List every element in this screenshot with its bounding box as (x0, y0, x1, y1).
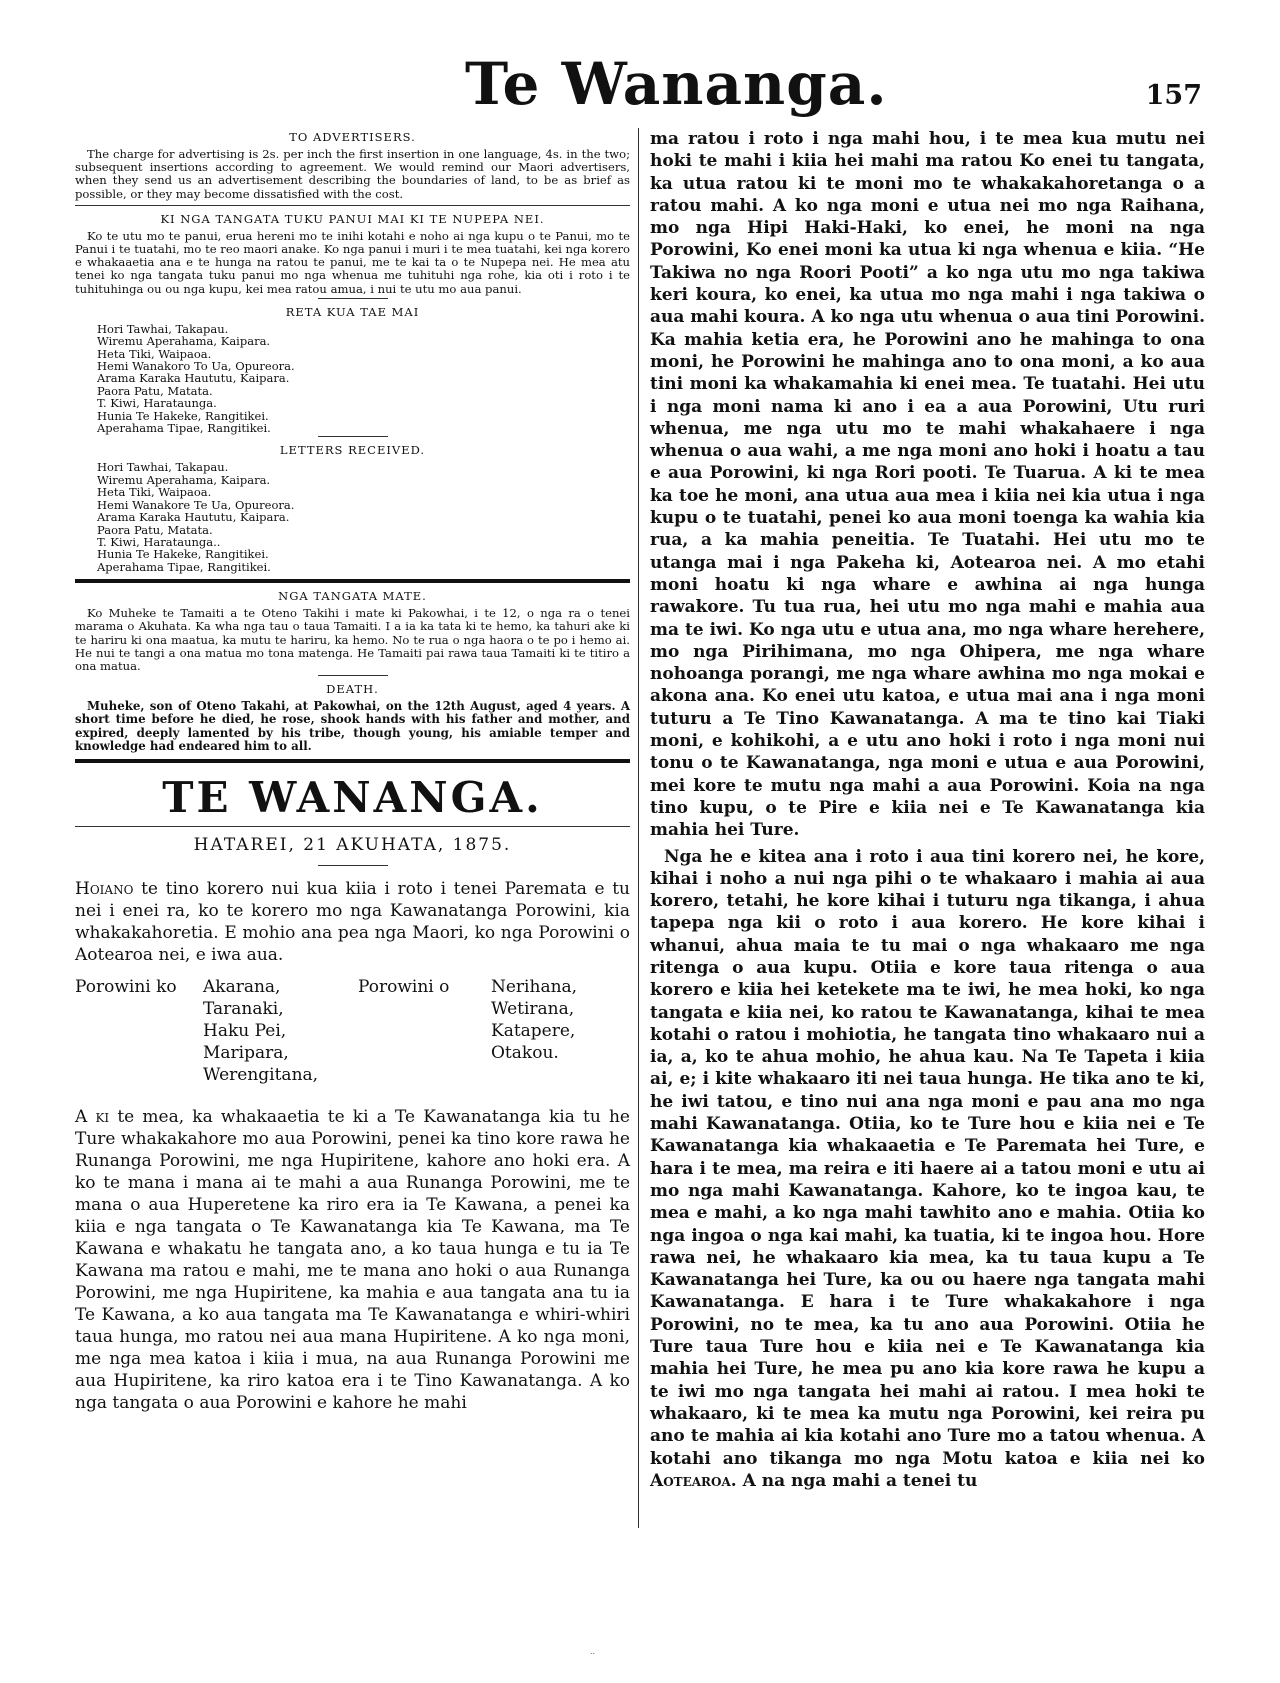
divider (75, 826, 630, 827)
reta-list (97, 323, 630, 435)
list-item: Hemi Wanakoro To Ua, Opureora. (97, 359, 295, 374)
list-item: Heta Tiki, Waipaoa. (97, 346, 212, 361)
list-item: T. Kiwi, Harataunga. (97, 396, 217, 411)
list-item: Aperahama Tipae, Rangitikei. (97, 421, 271, 436)
letters-list (97, 461, 630, 573)
province-group-1 (203, 976, 318, 1086)
list-item: Paora Patu, Matata. (97, 522, 213, 537)
editorial-title: TE WANANGA. (162, 772, 543, 822)
right-body (650, 128, 1205, 1492)
province-label-2: Porowini o (358, 976, 450, 997)
advertisers-notice (75, 148, 630, 201)
paragraph (650, 846, 1205, 1493)
list-item: Nerihana, (491, 976, 578, 997)
masthead (0, 50, 1280, 120)
list-item: Arama Karaka Haututu, Kaipara. (97, 510, 290, 525)
list-item: Taranaki, (203, 998, 284, 1019)
list-item: Werengitana, (203, 1064, 319, 1085)
province-label-1: Porowini ko (75, 976, 177, 997)
divider (318, 865, 388, 866)
divider (318, 436, 388, 437)
aotearoa-word: Aotearoa (650, 1470, 731, 1491)
editorial-dateline: HATAREI, 21 AKUHATA, 1875. (193, 834, 512, 855)
list-item: Heta Tiki, Waipaoa. (97, 485, 212, 500)
column-divider (638, 128, 639, 1528)
newspaper-title: Te Wananga. (465, 50, 888, 118)
left-column (75, 124, 630, 1424)
paragraph: ma ratou i roto i nga mahi hou, i te mea kua mutu nei hoki te mahi i kiia hei mahi ma ratou Ko enei tu tangata, ka utua ratou ki te moni mo te whakakahoretanga o a ratou mahi. A ko nga moni e utua nei mo nga Raihana, mo nga Hipi Haki-Haki, ko enei, he moni na nga Porowini, Ko enei moni ka utua ki nga whenua e kiia. “He Takiwa no nga Roori Pooti” a ko nga utu mo nga takiwa keri koura, ko enei, ka utua mo nga mahi i nga takiwa o aua mahi koura. A ko nga utu whenua o aua tini Porowini. Ka mahia ketia era, he Porowini ano he mahinga to ona moni, he Porowini he mahinga ano to ona moni, a ko aua tini moni ka whakamahia ki enei mea. Te tuatahi. Hei utu i nga moni nama ki ano i ea a aua Porowini, Utu ruri whenua, me nga utu mo te mahi whakahaere i nga whenua o aua wahi, a me nga moni ano hoki i hoatu a tau e aua Porowini, ki nga Rori pooti. Te Tuarua. A ki te mea ka toe he moni, ana utua aua mea i kiia nei kia utua i nga kupu o te tuatahi, penei ko aua moni toenga ka wahia kia rua, a ka mahia peneitia. Te Tuatahi. Hei utu mo te utanga mai i nga Pakeha ki, Aotearoa nei. A mo etahi moni hoatu ki nga whare e awhina ai nga hunga rawakore. Tu tua rua, hei utu mo nga mahi e mahia aua ma te iwi. Ko nga utu e utua ana, mo nga whare herehere, mo nga Pirihimana, mo nga Ohipera, me nga whare nohoanga porangi, me nga whare awhina mo nga mokai e akona ana. Ko enei utu katoa, e utua mai ana i nga moni tuturu a Te Tino Kawanatanga. A ma te tino kai Tiaki moni, e kohikohi, a e utu ano hoki i roto i nga moni nui tonu o te Kawanatanga, nga moni e utua e aua Porowini, mei kore te mutu nga mahi a aua Porowini. Koia na nga tino kupu, o te Pire e kiia nei e Te Kawanatanga kia mahia hei Ture. (650, 129, 1206, 841)
list-item: Aperahama Tipae, Rangitikei. (97, 559, 271, 574)
list-item: Akarana, (203, 976, 281, 997)
page-number: 157 (1145, 80, 1202, 111)
paragraph-end: . A na nga mahi a tenei tu (730, 1470, 978, 1491)
mate-text: Ko Muheke te Tamaiti a te Oteno Takihi i mate ki Pakowhai, i te 12, o nga ra o tenei marama o Akuhata. Ka wha nga tau o taua Tamaiti. I a ia ka tata ki te hemo, ka tahuri ake ki te hariru ki ona maatua, ka mutu te hariru, ka hemo. No te rua o nga haora o te po i hemo ai. He nui te tangi a ona matua mo tona matenga. He Tamaiti pai rawa taua Tamaiti ki te titiro a ona matua. (75, 606, 630, 673)
mate-notice (75, 607, 630, 673)
list-item: Paora Patu, Matata. (97, 383, 213, 398)
ki-nga-tangata-text: Ko te utu mo te panui, erua hereni mo te inihi kotahi e noho ai nga kupu o te Panui, mo te Panui i te tuatahi, mo te reo maori anake. Ko nga panui i muri i te mea tuatahi, kei nga korero e whakaaetia ana e te hunga na ratou te panui, me te kai ta o te Nupepa nei. He mea atu tenei ko nga tangata tuku panui mo nga whenua me tuhituhi nga rohe, kia oti i roto i te tuhituhinga ou ou nga kupu, kei mea ratou amua, i nui te utu mo aua panui. (75, 228, 630, 296)
right-column (650, 128, 1205, 1496)
divider (75, 759, 630, 763)
divider (318, 675, 388, 676)
list-item: Hunia Te Hakeke, Rangitikei. (97, 408, 269, 423)
list-item: Katapere, (491, 1020, 576, 1041)
editorial-body-cont (75, 1106, 630, 1414)
province-group-2 (491, 976, 577, 1064)
list-item: Arama Karaka Haututu, Kaipara. (97, 371, 290, 386)
list-item: T. Kiwi, Harataunga.. (97, 534, 221, 549)
mate-heading: NGA TANGATA MATE. (278, 589, 427, 604)
paragraph: te tino korero nui kua kiia i roto i tenei Paremata e tu nei i enei ra, ko te korero mo nga Kawanatanga Porowini, kia whakakahoretia. E mohio ana pea nga Maori, ko nga Porowini o Aotearoa nei, e iwa aua. (75, 878, 630, 965)
lead-word: A ki (75, 1106, 110, 1127)
advertisers-text: The charge for advertising is 2s. per inch the first insertion in one language, 4s. in the two; subsequent insertions according to agreement. We would remind our Maori advertisers, when they send us an advertisement describing the boundaries of land, to be as brief as possible, or they may become dissatisfied with the cost. (75, 147, 630, 201)
province-list (75, 976, 630, 1106)
paragraph-text: Nga he e kitea ana i roto i aua tini korero nei, he kore, kihai i noho a nui nga pihi o te whakaaro i mahia ai aua korero, tetahi, he kore kihai i tuturu nga tikanga, i ahua tapepa nga kii o roto i aua korero. He kore kihai i whanui, ahua maia te tu mai o nga whakaaro me nga ritenga o aua kupu. Otiia e kore taua ritenga o aua korero e kiia hei ketekete ma te iwi, he mea hoki, ko nga tangata e kiia nei, ko ratou te Kawanatanga, kihai te mea kotahi o ratou i mohiotia, he tangata tino whakaaro nui a ia, a, ko te ahua mohio, he ahua kau. Na Te Tapeta i kiia ai, e; i kite whakaaro iti nei taua hunga. He tika ano te ki, he iwi tatou, e tino nui ana nga moni e pau ana mo nga mahi Kawanatanga. Otiia, ko te Ture hou e kiia nei e Te Kawanatanga kia whakaaetia e Te Paremata hei Ture, e hara i te mea, ma reira e iti haere ai a tatou moni e utu ai mo nga mahi Kawanatanga. Kahore, ko te ingoa kau, te mea e mahi, a ko nga mahi tawhito ano e mahia. Otiia ko nga ingoa o nga kai mahi, ka tuatia, ki te ingoa hou. Hore rawa nei, he whakaaro kia mea, ka tu taua kupu a Te Kawanatanga hei Ture, ka ou ou haere nga tangata mahi Kawanatanga. E hara i te Ture whakakahore i nga Porowini, no te mea, ka tu ano aua Porowini. Otiia he Ture taua Ture hou e kiia nei e Te Kawanatanga kia mahia hei Ture, he mea pu ano kia kore rawa he kupu a te iwi mo nga tangata hei mahi ai ratou. I mea hoki te whakaaro, ki te mea ka mutu nga Porowini, kei reira pu ano te mahia ai kia kotahi ano Ture mo a tatou whenua. A kotahi ano tikanga mo nga Motu katoa e kiia nei ko (650, 846, 1205, 1469)
list-item: Hori Tawhai, Takapau. (97, 460, 229, 475)
list-item: Wiremu Aperahama, Kaipara. (97, 472, 271, 487)
lead-word: Hoiano (75, 878, 134, 899)
ki-nga-tangata-heading: KI NGA TANGATA TUKU PANUI MAI KI TE NUPEPA NEI. (160, 211, 545, 226)
list-item: Hori Tawhai, Takapau. (97, 321, 229, 336)
list-item: Wetirana, (491, 998, 575, 1019)
paragraph: te mea, ka whakaaetia te ki a Te Kawanatanga kia tu he Ture whakakahore mo aua Porowini, penei ka tino kore rawa he Runanga Porowini, me nga Hupiritene, kahore ano hoki era. A ko te mana i mana ai te mahi a aua Runanga Porowini, me te mana o aua Huperetene ka riro era ia Te Kawana, a penei ka kiia e nga tangata o Te Kawanatanga kia Te Kawana, ma Te Kawana e whakatu he tangata ano, a ko taua hunga e tu ia Te Kawana ma ratou e mahi, me te mana ano hoki o aua Runanga Porowini, me nga Hupiritene, ka mahia e aua tangata ana tu ia Te Kawana, a ko aua tangata ma Te Kawanatanga e whiri-whiri taua hunga, mo ratou nei aua mana Hupiritene. A ko nga moni, me nga mea katoa i kiia i mua, na aua Runanga Porowini me aua Hupiritene, ka riro katoa era i te Tino Kawanatanga. A ko nga tangata o aua Porowini e kahore he mahi (75, 1106, 630, 1413)
letters-heading: LETTERS RECEIVED. (279, 443, 426, 458)
list-item: Hemi Wanakore Te Ua, Opureora. (97, 497, 295, 512)
editorial-body (75, 878, 630, 966)
reta-heading: RETA KUA TAE MAI (285, 304, 420, 319)
list-item: Wiremu Aperahama, Kaipara. (97, 334, 271, 349)
divider (318, 298, 388, 299)
death-text: Muheke, son of Oteno Takahi, at Pakowhai, on the 12th August, aged 4 years. A short time before he died, he rose, shook hands with his father and mother, and expired, deeply lamented by his tribe, though young, his amiable temper and knowledge had endeared him to all. (75, 699, 630, 753)
ki-nga-tangata-notice (75, 230, 630, 296)
divider (75, 205, 630, 206)
death-heading: DEATH. (326, 682, 379, 697)
list-item: Otakou. (491, 1042, 559, 1063)
list-item: Maripara, (203, 1042, 289, 1063)
divider (75, 579, 630, 583)
footer-mark: .. (590, 1647, 596, 1656)
death-notice (75, 700, 630, 753)
advertisers-heading: TO ADVERTISERS. (289, 130, 416, 144)
list-item: Haku Pei, (203, 1020, 287, 1041)
list-item: Hunia Te Hakeke, Rangitikei. (97, 547, 269, 562)
